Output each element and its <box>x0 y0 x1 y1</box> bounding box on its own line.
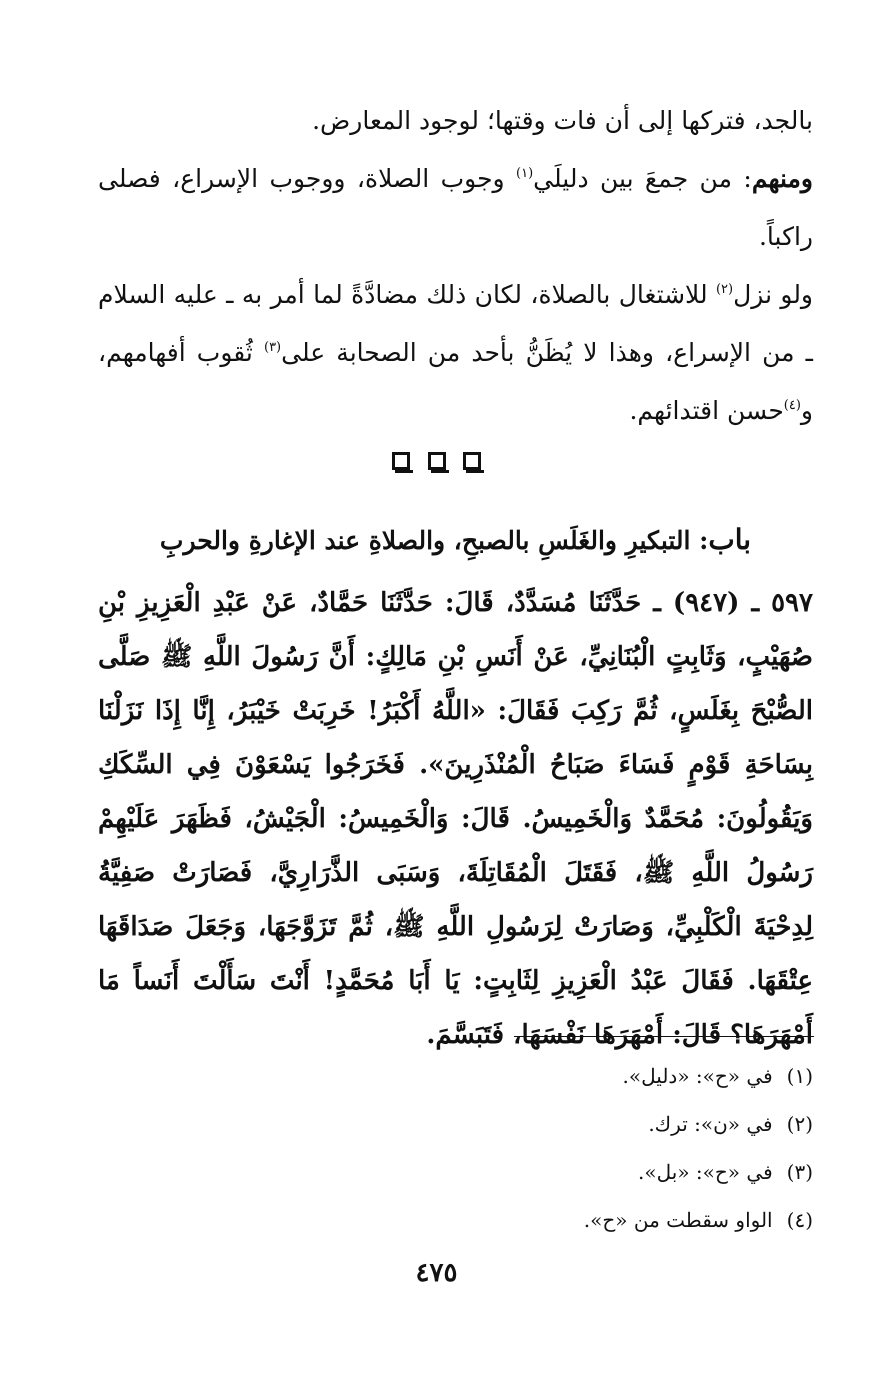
paragraph-1 <box>98 92 813 150</box>
footnotes-list <box>98 1052 813 1244</box>
paragraph-3-text-c: ثُقوب أفهامهم، و <box>98 338 813 425</box>
footnote-text: في «ح»: «دليل». <box>622 1064 773 1088</box>
paragraph-3-text-a: ولو نزل <box>733 280 814 309</box>
footnote-item <box>98 1148 813 1196</box>
paragraph-3-text-b: للاشتغال بالصلاة، لكان ذلك مضادَّةً لما أمر به ـ عليه السلام ـ من الإسراع، وهذا لا يُظَنُّ بأحد من الصحابة على <box>98 280 813 367</box>
footnote-number: (١) <box>786 1064 813 1088</box>
chapter-title-text: : التبكيرِ والغَلَسِ بالصبحِ، والصلاةِ عند الإغارةِ والحربِ <box>159 526 709 555</box>
paragraph-2-text-b: وجوب الصلاة، ووجوب الإسراع، فصلى راكباً. <box>98 164 813 251</box>
footnote-number: (٣) <box>786 1160 813 1184</box>
footnote-text: في «ح»: «بل». <box>638 1160 773 1184</box>
section-separator <box>0 452 873 474</box>
footnote-item <box>98 1100 813 1148</box>
footnote-item <box>98 1052 813 1100</box>
footnote-number: (٤) <box>786 1208 813 1232</box>
paragraph-2 <box>98 150 813 266</box>
footnote-marker-3[interactable]: (٣) <box>263 340 282 355</box>
chapter-label: باب <box>708 523 752 556</box>
footnote-number: (٢) <box>786 1112 813 1136</box>
paragraph-1-text: بالجد، فتركها إلى أن فات وقتها؛ لوجود المعارض. <box>312 106 813 135</box>
footnote-marker-4[interactable]: (٤) <box>783 398 801 413</box>
separator-square-icon <box>392 452 410 470</box>
separator-square-icon <box>428 452 446 470</box>
chapter-heading <box>98 516 813 565</box>
footnote-marker-1[interactable]: (١) <box>516 166 534 181</box>
footnote-divider <box>514 1036 814 1037</box>
hadith-text: ٥٩٧ ـ (٩٤٧) ـ حَدَّثَنَا مُسَدَّدٌ، قَالَ: حَدَّثَنَا حَمَّادٌ، عَنْ عَبْدِ الْعَزِيزِ بْنِ صُهَيْبٍ، وَثَابِتٍ الْبُنَانِيِّ، عَنْ أَنَسِ بْنِ مَالِكٍ: أَنَّ رَسُولَ اللَّهِ ﷺ صَلَّى الصُّبْحَ بِغَلَسٍ، ثُمَّ رَكِبَ فَقَالَ: «اللَّهُ أَكْبَرُ! خَرِبَتْ خَيْبَرُ، إِنَّا إِذَا نَزَلْنَا بِسَاحَةِ قَوْمٍ فَسَاءَ صَبَاحُ الْمُنْذَرِينَ». فَخَرَجُوا يَسْعَوْنَ فِي السِّكَكِ وَيَقُولُونَ: مُحَمَّدٌ وَالْخَمِيسُ. قَالَ: وَالْخَمِيسُ: الْجَيْشُ، فَظَهَرَ عَلَيْهِمْ رَسُولُ اللَّهِ ﷺ، فَقَتَلَ الْمُقَاتِلَةَ، وَسَبَى الذَّرَارِيَّ، فَصَارَتْ صَفِيَّةُ لِدِحْيَةَ الْكَلْبِيِّ، وَصَارَتْ لِرَسُولِ اللَّهِ ﷺ، ثُمَّ تَزَوَّجَهَا، وَجَعَلَ صَدَاقَهَا عِتْقَهَا. فَقَالَ عَبْدُ الْعَزِيزِ لِثَابِتٍ: يَا أَبَا مُحَمَّدٍ! أَنْتَ سَأَلْتَ أَنَساً مَا أَمْهَرَهَا؟ قَالَ: أَمْهَرَهَا نَفْسَهَا، فَتَبَسَّمَ. <box>98 588 813 1050</box>
page-number: ٤٧٥ <box>415 1258 458 1288</box>
footnote-text: في «ن»: ترك. <box>648 1112 773 1136</box>
footnote-marker-2[interactable]: (٢) <box>715 282 734 297</box>
paragraph-3 <box>98 266 813 440</box>
footnote-item <box>98 1196 813 1244</box>
paragraph-3-text-d: حسن اقتدائهم. <box>629 396 784 425</box>
paragraph-2-lead: ومنهم <box>751 164 813 193</box>
separator-square-icon <box>463 452 481 470</box>
paragraph-2-text-a: : من جمعَ بين دليلَي <box>533 164 752 193</box>
footnote-text: الواو سقطت من «ح». <box>583 1208 773 1232</box>
